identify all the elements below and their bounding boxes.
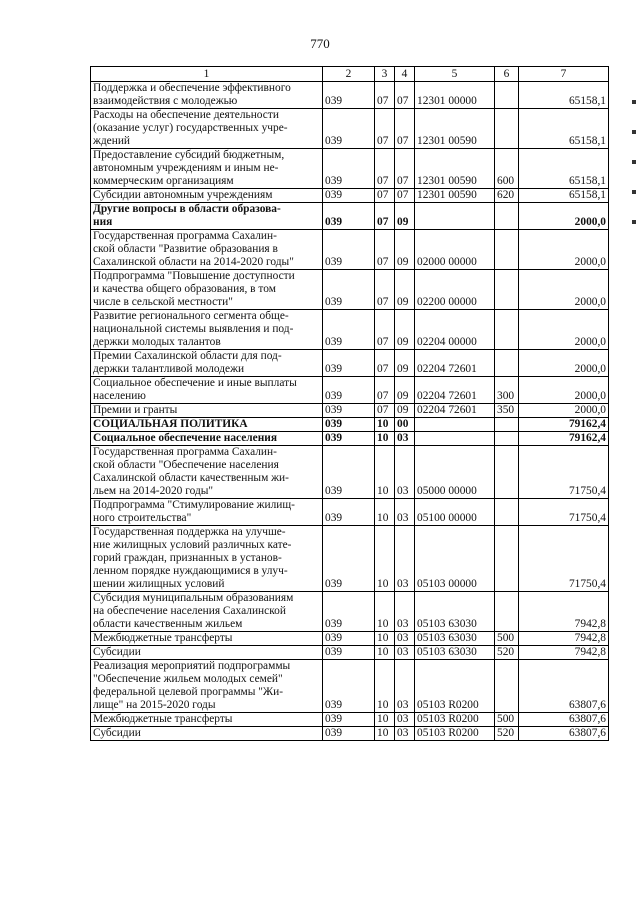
row-name-cell: Реализация мероприятий подпрограммы "Обеспечение жильем молодых семей" федеральной целевой программы "Жи- лище" на 2015-2020 годы — [91, 660, 323, 713]
row-subsection-cell: 03 — [395, 526, 415, 592]
row-section-cell: 07 — [375, 189, 395, 203]
row-subsection-cell: 03 — [395, 432, 415, 446]
row-subsection-cell: 07 — [395, 82, 415, 109]
row-subsection-cell: 03 — [395, 592, 415, 632]
row-target-article-cell: 05100 00000 — [415, 499, 495, 526]
row-grbs-cell: 039 — [323, 727, 375, 741]
table-row — [91, 499, 609, 526]
row-amount-cell: 2000,0 — [519, 350, 609, 377]
table-row — [91, 350, 609, 377]
row-expense-type-cell — [495, 270, 519, 310]
row-expense-type-cell — [495, 446, 519, 499]
row-expense-type-cell: 620 — [495, 189, 519, 203]
row-name-cell: Премии Сахалинской области для под- держки талантливой молодежи — [91, 350, 323, 377]
row-name-cell: Подпрограмма "Стимулирование жилищ- ного строительства" — [91, 499, 323, 526]
row-section-cell: 10 — [375, 632, 395, 646]
row-name-cell: Премии и гранты — [91, 404, 323, 418]
row-expense-type-cell — [495, 109, 519, 149]
row-subsection-cell: 07 — [395, 109, 415, 149]
row-section-cell: 07 — [375, 350, 395, 377]
row-target-article-cell: 05103 R0200 — [415, 660, 495, 713]
row-section-cell: 07 — [375, 82, 395, 109]
row-amount-cell: 2000,0 — [519, 270, 609, 310]
row-amount-cell: 7942,8 — [519, 592, 609, 632]
row-subsection-cell: 03 — [395, 646, 415, 660]
row-grbs-cell: 039 — [323, 270, 375, 310]
row-name-cell: Развитие регионального сегмента обще- национальной системы выявления и под- держки молодых талантов — [91, 310, 323, 350]
row-target-article-cell — [415, 418, 495, 432]
row-subsection-cell: 03 — [395, 713, 415, 727]
table-row — [91, 230, 609, 270]
row-amount-cell: 65158,1 — [519, 189, 609, 203]
row-grbs-cell: 039 — [323, 418, 375, 432]
row-subsection-cell: 09 — [395, 270, 415, 310]
row-name-cell: Государственная программа Сахалин- ской области "Обеспечение населения Сахалинской области качественным жи- льем на 2014-2020 годы" — [91, 446, 323, 499]
row-section-cell: 10 — [375, 592, 395, 632]
row-section-cell: 07 — [375, 404, 395, 418]
column-header-section: 3 — [375, 67, 395, 82]
budget-table — [90, 66, 609, 741]
row-name-cell: Субсидии автономным учреждениям — [91, 189, 323, 203]
scan-edge-marks — [632, 100, 638, 260]
column-header-expense-type: 6 — [495, 67, 519, 82]
row-subsection-cell: 03 — [395, 660, 415, 713]
row-amount-cell: 65158,1 — [519, 149, 609, 189]
row-amount-cell: 79162,4 — [519, 432, 609, 446]
row-section-cell: 07 — [375, 230, 395, 270]
row-grbs-cell: 039 — [323, 446, 375, 499]
row-grbs-cell: 039 — [323, 646, 375, 660]
row-expense-type-cell — [495, 592, 519, 632]
table-row — [91, 592, 609, 632]
row-section-cell: 07 — [375, 149, 395, 189]
row-name-cell: Социальное обеспечение населения — [91, 432, 323, 446]
table-row — [91, 149, 609, 189]
row-subsection-cell: 09 — [395, 350, 415, 377]
table-row — [91, 310, 609, 350]
row-subsection-cell: 03 — [395, 499, 415, 526]
row-target-article-cell: 02200 00000 — [415, 270, 495, 310]
row-grbs-cell: 039 — [323, 592, 375, 632]
row-expense-type-cell — [495, 350, 519, 377]
row-grbs-cell: 039 — [323, 632, 375, 646]
row-subsection-cell: 09 — [395, 377, 415, 404]
row-name-cell: Межбюджетные трансферты — [91, 713, 323, 727]
table-row — [91, 646, 609, 660]
row-grbs-cell: 039 — [323, 432, 375, 446]
row-expense-type-cell: 500 — [495, 713, 519, 727]
row-section-cell: 07 — [375, 203, 395, 230]
row-grbs-cell: 039 — [323, 660, 375, 713]
row-grbs-cell: 039 — [323, 526, 375, 592]
column-header-target-article: 5 — [415, 67, 495, 82]
row-name-cell: Предоставление субсидий бюджетным, автономным учреждениям и иным не- коммерческим организациям — [91, 149, 323, 189]
row-amount-cell: 65158,1 — [519, 109, 609, 149]
table-row — [91, 404, 609, 418]
row-section-cell: 10 — [375, 499, 395, 526]
table-row — [91, 418, 609, 432]
row-target-article-cell: 12301 00590 — [415, 189, 495, 203]
row-target-article-cell: 05103 63030 — [415, 646, 495, 660]
row-amount-cell: 2000,0 — [519, 404, 609, 418]
row-amount-cell: 79162,4 — [519, 418, 609, 432]
row-amount-cell: 63807,6 — [519, 727, 609, 741]
row-name-cell: СОЦИАЛЬНАЯ ПОЛИТИКА — [91, 418, 323, 432]
row-expense-type-cell: 520 — [495, 646, 519, 660]
row-target-article-cell — [415, 203, 495, 230]
row-expense-type-cell — [495, 660, 519, 713]
column-header-amount: 7 — [519, 67, 609, 82]
table-row — [91, 189, 609, 203]
row-expense-type-cell: 350 — [495, 404, 519, 418]
row-expense-type-cell — [495, 526, 519, 592]
row-subsection-cell: 03 — [395, 632, 415, 646]
table-row — [91, 270, 609, 310]
column-header-subsection: 4 — [395, 67, 415, 82]
row-target-article-cell: 02204 72601 — [415, 350, 495, 377]
row-section-cell: 10 — [375, 446, 395, 499]
row-grbs-cell: 039 — [323, 109, 375, 149]
row-amount-cell: 71750,4 — [519, 526, 609, 592]
row-subsection-cell: 09 — [395, 203, 415, 230]
row-expense-type-cell — [495, 418, 519, 432]
row-section-cell: 10 — [375, 432, 395, 446]
row-subsection-cell: 09 — [395, 310, 415, 350]
row-section-cell: 07 — [375, 310, 395, 350]
row-name-cell: Поддержка и обеспечение эффективного взаимодействия с молодежью — [91, 82, 323, 109]
row-section-cell: 10 — [375, 418, 395, 432]
row-amount-cell: 2000,0 — [519, 230, 609, 270]
row-name-cell: Субсидии — [91, 646, 323, 660]
table-row — [91, 660, 609, 713]
row-target-article-cell: 05103 R0200 — [415, 727, 495, 741]
row-expense-type-cell: 600 — [495, 149, 519, 189]
table-row — [91, 526, 609, 592]
row-target-article-cell: 05103 00000 — [415, 526, 495, 592]
column-header-name: 1 — [91, 67, 323, 82]
row-expense-type-cell — [495, 203, 519, 230]
row-grbs-cell: 039 — [323, 230, 375, 270]
row-name-cell: Межбюджетные трансферты — [91, 632, 323, 646]
row-target-article-cell: 12301 00590 — [415, 109, 495, 149]
row-subsection-cell: 03 — [395, 446, 415, 499]
row-amount-cell: 2000,0 — [519, 203, 609, 230]
row-expense-type-cell: 500 — [495, 632, 519, 646]
row-amount-cell: 2000,0 — [519, 310, 609, 350]
row-amount-cell: 63807,6 — [519, 713, 609, 727]
row-subsection-cell: 07 — [395, 149, 415, 189]
row-target-article-cell: 05103 63030 — [415, 632, 495, 646]
page-number: 770 — [310, 36, 330, 51]
row-grbs-cell: 039 — [323, 713, 375, 727]
table-body — [91, 82, 609, 741]
row-name-cell: Социальное обеспечение и иные выплаты населению — [91, 377, 323, 404]
row-grbs-cell: 039 — [323, 82, 375, 109]
row-section-cell: 10 — [375, 526, 395, 592]
column-header-grbs: 2 — [323, 67, 375, 82]
row-section-cell: 07 — [375, 109, 395, 149]
row-name-cell: Субсидия муниципальным образованиям на обеспечение населения Сахалинской области качественным жильем — [91, 592, 323, 632]
row-grbs-cell: 039 — [323, 404, 375, 418]
table-row — [91, 432, 609, 446]
table-header-row — [91, 67, 609, 82]
row-target-article-cell: 02204 72601 — [415, 404, 495, 418]
row-amount-cell: 7942,8 — [519, 632, 609, 646]
row-expense-type-cell: 300 — [495, 377, 519, 404]
row-expense-type-cell — [495, 432, 519, 446]
table-row — [91, 632, 609, 646]
row-subsection-cell: 03 — [395, 727, 415, 741]
table-row — [91, 109, 609, 149]
row-grbs-cell: 039 — [323, 377, 375, 404]
row-name-cell: Другие вопросы в области образова- ния — [91, 203, 323, 230]
row-section-cell: 07 — [375, 377, 395, 404]
row-target-article-cell: 02204 72601 — [415, 377, 495, 404]
row-name-cell: Подпрограмма "Повышение доступности и качества общего образования, в том числе в сельской местности" — [91, 270, 323, 310]
row-target-article-cell: 02000 00000 — [415, 230, 495, 270]
row-amount-cell: 63807,6 — [519, 660, 609, 713]
row-subsection-cell: 00 — [395, 418, 415, 432]
row-grbs-cell: 039 — [323, 310, 375, 350]
row-amount-cell: 71750,4 — [519, 446, 609, 499]
row-name-cell: Государственная поддержка на улучше- ние жилищных условий различных кате- горий граждан, признанных в установ- ленном порядке нуждающимися в улуч- шении жилищных условий — [91, 526, 323, 592]
row-expense-type-cell — [495, 230, 519, 270]
row-grbs-cell: 039 — [323, 189, 375, 203]
row-grbs-cell: 039 — [323, 203, 375, 230]
row-expense-type-cell — [495, 82, 519, 109]
row-subsection-cell: 09 — [395, 404, 415, 418]
row-grbs-cell: 039 — [323, 499, 375, 526]
row-target-article-cell: 02204 00000 — [415, 310, 495, 350]
row-target-article-cell: 12301 00000 — [415, 82, 495, 109]
row-subsection-cell: 09 — [395, 230, 415, 270]
row-name-cell: Расходы на обеспечение деятельности (оказание услуг) государственных учре- ждений — [91, 109, 323, 149]
row-subsection-cell: 07 — [395, 189, 415, 203]
row-section-cell: 10 — [375, 660, 395, 713]
table-row — [91, 203, 609, 230]
row-name-cell: Государственная программа Сахалин- ской области "Развитие образования в Сахалинской области на 2014-2020 годы" — [91, 230, 323, 270]
row-section-cell: 10 — [375, 713, 395, 727]
row-target-article-cell: 05103 R0200 — [415, 713, 495, 727]
row-grbs-cell: 039 — [323, 350, 375, 377]
row-target-article-cell: 12301 00590 — [415, 149, 495, 189]
row-amount-cell: 7942,8 — [519, 646, 609, 660]
row-expense-type-cell: 520 — [495, 727, 519, 741]
row-amount-cell: 65158,1 — [519, 82, 609, 109]
row-section-cell: 10 — [375, 727, 395, 741]
table-row — [91, 727, 609, 741]
table-row — [91, 713, 609, 727]
row-target-article-cell: 05103 63030 — [415, 592, 495, 632]
row-target-article-cell: 05000 00000 — [415, 446, 495, 499]
row-expense-type-cell — [495, 499, 519, 526]
row-grbs-cell: 039 — [323, 149, 375, 189]
row-amount-cell: 2000,0 — [519, 377, 609, 404]
row-name-cell: Субсидии — [91, 727, 323, 741]
row-expense-type-cell — [495, 310, 519, 350]
row-section-cell: 10 — [375, 646, 395, 660]
table-row — [91, 377, 609, 404]
row-section-cell: 07 — [375, 270, 395, 310]
row-target-article-cell — [415, 432, 495, 446]
table-row — [91, 82, 609, 109]
row-amount-cell: 71750,4 — [519, 499, 609, 526]
table-row — [91, 446, 609, 499]
